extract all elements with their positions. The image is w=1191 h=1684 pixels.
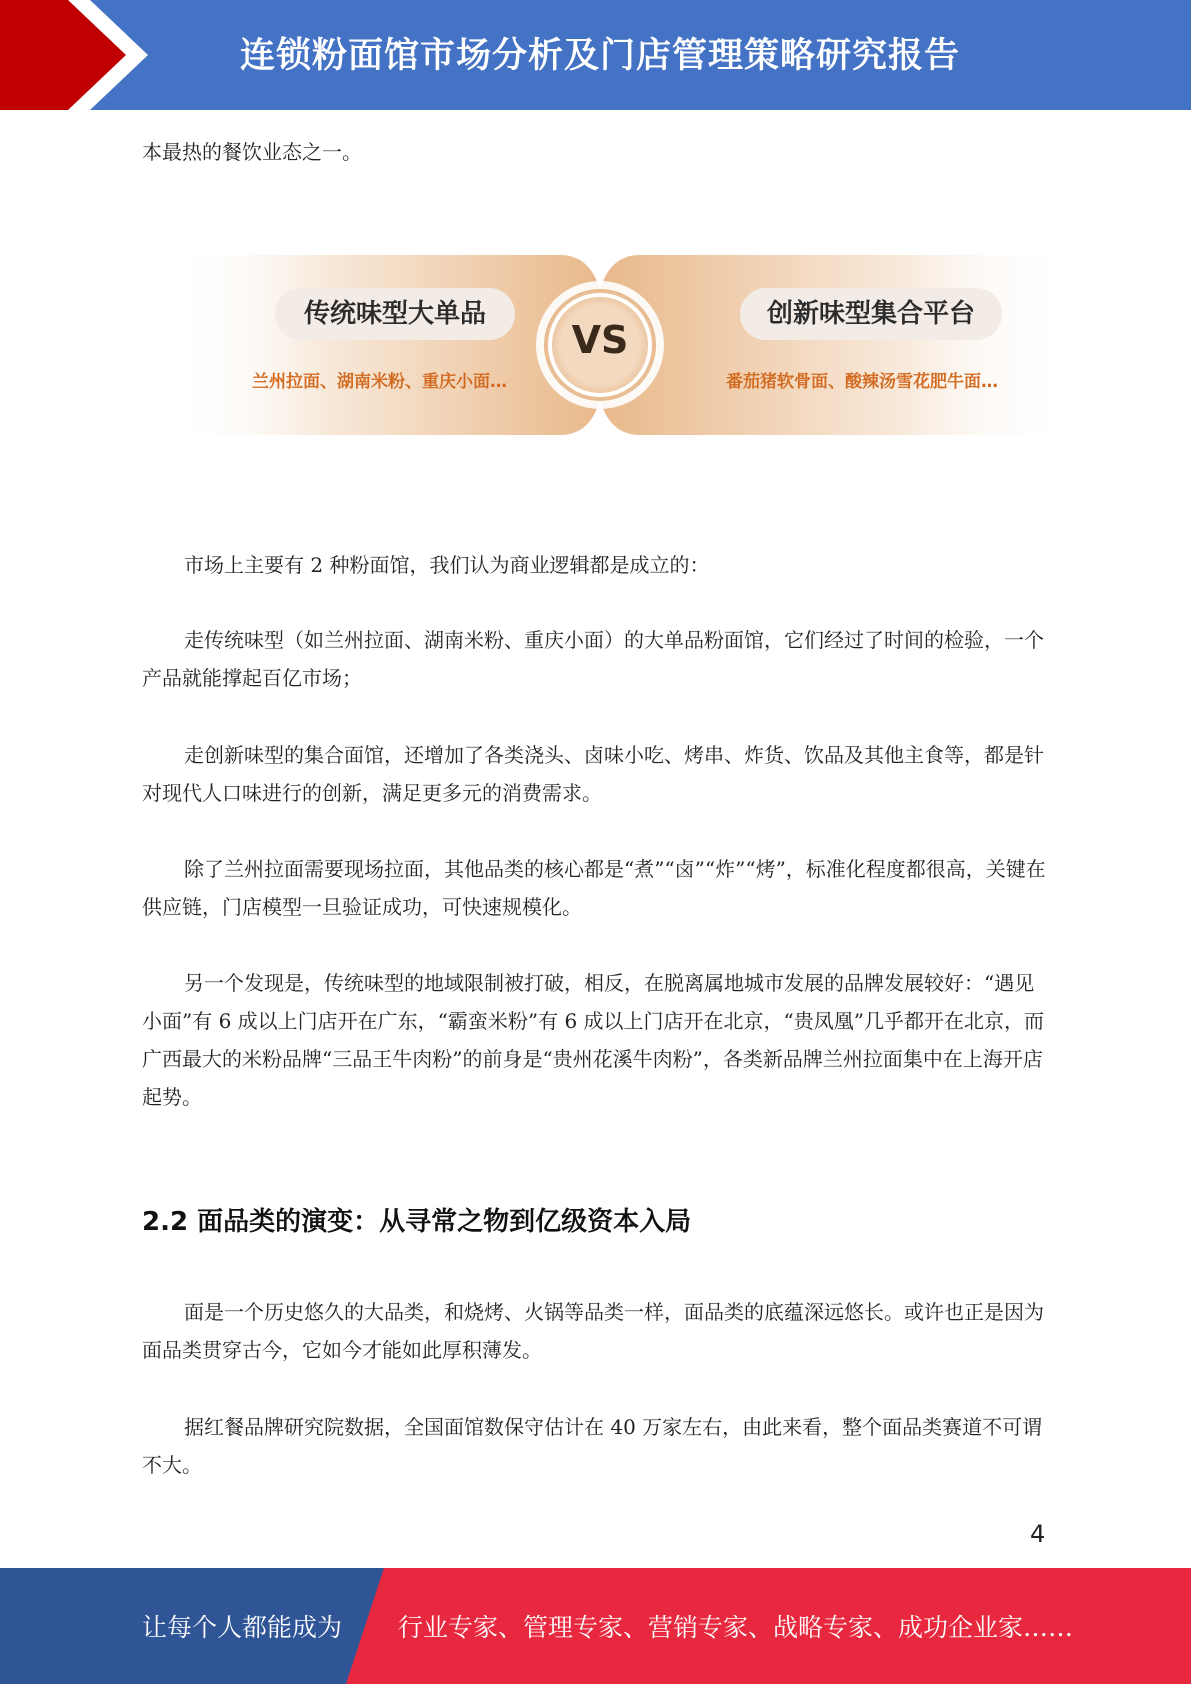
section-heading: 2.2 面品类的演变：从寻常之物到亿级资本入局 [142,1207,692,1237]
section-paragraph-2: 据红餐品牌研究院数据，全国面馆数保守估计在 40 万家左右，由此来看，整个面品类赛道不可谓不大。 [142,1415,1043,1477]
intro-line: 本最热的餐饮业态之一。 [142,140,362,164]
page-footer [0,1568,1191,1684]
header-arrow-decoration [0,0,160,110]
paragraph-5: 另一个发现是，传统味型的地域限制被打破，相反，在脱离属地城市发展的品牌发展较好：“遇见小面”有 6 成以上门店开在广东，“霸蛮米粉”有 6 成以上门店开在北京，“贵凤凰”几乎都开在北京，而广西最大的米粉品牌“三品王牛肉粉”的前身是“贵州花溪牛肉粉”，各类新品牌兰州拉面集中在上海开店起势。 [142,971,1045,1109]
vs-label: VS [571,318,629,362]
section-paragraph-1: 面是一个历史悠久的大品类，和烧烤、火锅等品类一样，面品类的底蕴深远悠长。或许也正是因为面品类贯穿古今，它如今才能如此厚积薄发。 [142,1300,1044,1362]
paragraph-3: 走创新味型的集合面馆，还增加了各类浇头、卤味小吃、烤串、炸货、饮品及其他主食等，都是针对现代人口味进行的创新，满足更多元的消费需求。 [142,743,1044,805]
paragraph-4: 除了兰州拉面需要现场拉面，其他品类的核心都是“煮”“卤”“炸”“烤”，标准化程度都很高，关键在供应链，门店模型一旦验证成功，可快速规模化。 [142,857,1046,919]
left-category-title: 传统味型大单品 [275,288,515,340]
right-category-examples: 番茄猪软骨面、酸辣汤雪花肥牛面… [726,372,998,392]
page-header [0,0,1191,110]
report-title: 连锁粉面馆市场分析及门店管理策略研究报告 [240,36,961,76]
left-category-examples: 兰州拉面、湖南米粉、重庆小面… [252,372,507,392]
page-number: 4 [1030,1520,1046,1548]
paragraph-2: 走传统味型（如兰州拉面、湖南米粉、重庆小面）的大单品粉面馆，它们经过了时间的检验，一个产品就能撑起百亿市场； [142,628,1044,690]
paragraph-1: 市场上主要有 2 种粉面馆，我们认为商业逻辑都是成立的： [184,553,710,577]
comparison-graphic [170,250,1070,440]
footer-slogan-right: 行业专家、管理专家、营销专家、战略专家、成功企业家…… [398,1613,1074,1642]
right-category-title: 创新味型集合平台 [740,288,1002,340]
footer-slogan-left: 让每个人都能成为 [142,1613,343,1642]
